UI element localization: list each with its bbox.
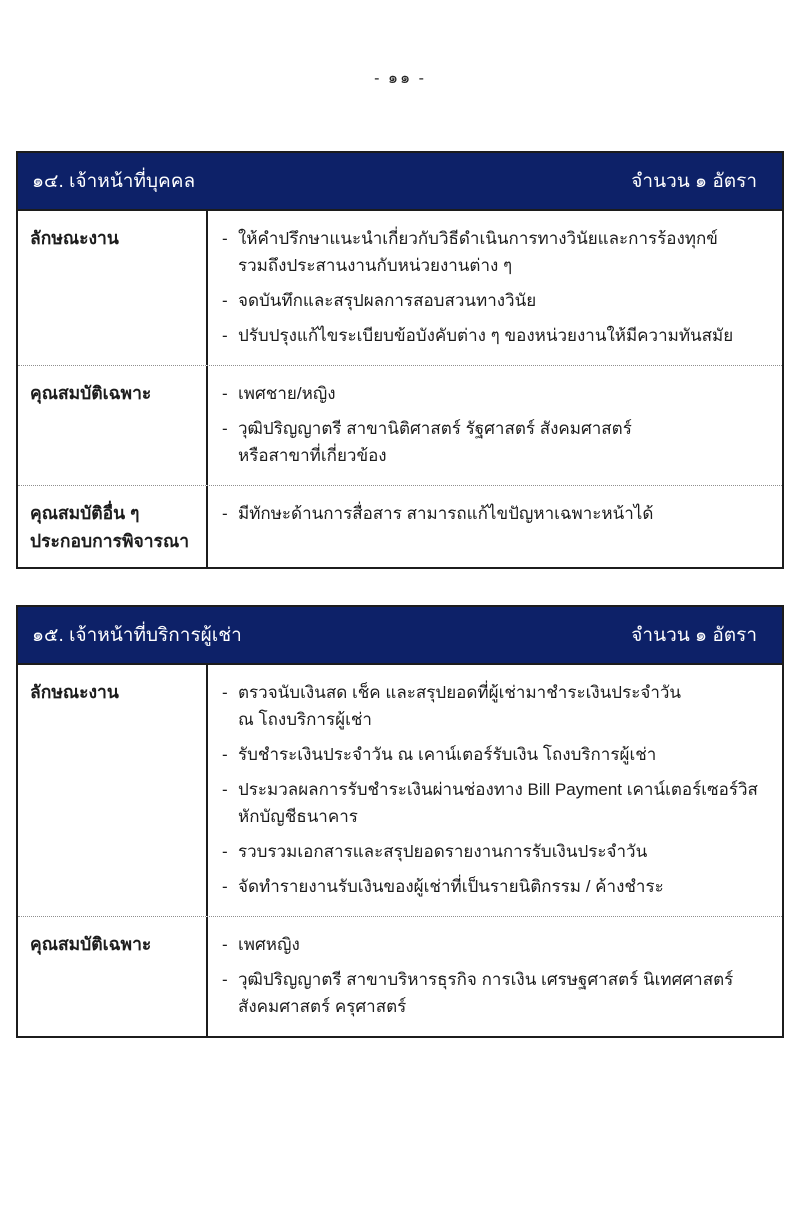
bullet-item (222, 287, 766, 314)
bullet-text: รวบรวมเอกสารและสรุปยอดรายงานการรับเงินประจำวัน (238, 842, 648, 861)
table-title: ๑๔. เจ้าหน้าที่บุคคล (32, 171, 196, 192)
bullet-item (222, 776, 766, 830)
bullet-dash: - (222, 842, 228, 861)
bullet-dash: - (222, 745, 228, 764)
bullet-item (222, 679, 766, 733)
table-title: ๑๕. เจ้าหน้าที่บริการผู้เช่า (32, 625, 242, 646)
bullet-item (222, 322, 766, 349)
page-number: - ๑๑ - (374, 70, 426, 87)
bullet-dash: - (222, 780, 228, 799)
bullet-text: เพศหญิง (238, 935, 300, 954)
table-row-qualifications (18, 365, 782, 485)
bullet-dash: - (222, 384, 228, 403)
table-body (18, 665, 782, 1036)
bullet-text: จัดทำรายงานรับเงินของผู้เช่าที่เป็นรายนิติกรรม / ค้างชำระ (238, 877, 664, 896)
bullet-item (222, 873, 766, 900)
bullet-text: วุฒิปริญญาตรี สาขาบริหารธุรกิจ การเงิน เศรษฐศาสตร์ นิเทศศาสตร์ สังคมศาสตร์ ครุศาสตร์ (238, 970, 734, 1016)
row-content (208, 486, 782, 567)
bullet-dash: - (222, 877, 228, 896)
bullet-text: ให้คำปรึกษาแนะนำเกี่ยวกับวิธีดำเนินการทางวินัยและการร้องทุกข์ รวมถึงประสานงานกับหน่วยงานต่าง ๆ (238, 229, 718, 275)
bullet-item (222, 500, 766, 527)
table-body (18, 211, 782, 567)
bullet-text: ตรวจนับเงินสด เช็ค และสรุปยอดที่ผู้เช่ามาชำระเงินประจำวัน ณ โถงบริการผู้เช่า (238, 683, 682, 729)
row-content (208, 366, 782, 485)
bullet-text: จดบันทึกและสรุปผลการสอบสวนทางวินัย (238, 291, 537, 310)
row-label: คุณสมบัติเฉพาะ (18, 366, 208, 485)
bullet-dash: - (222, 291, 228, 310)
table-count: จำนวน ๑ อัตรา (631, 625, 757, 646)
bullet-text: ประมวลผลการรับชำระเงินผ่านช่องทาง Bill Payment เคาน์เตอร์เซอร์วิส หักบัญชีธนาคาร (238, 780, 758, 826)
table-header (18, 607, 782, 665)
table-count: จำนวน ๑ อัตรา (631, 171, 757, 192)
bullet-item (222, 415, 766, 469)
bullet-text: มีทักษะด้านการสื่อสาร สามารถแก้ไขปัญหาเฉพาะหน้าได้ (238, 504, 654, 523)
bullet-item (222, 225, 766, 279)
bullet-dash: - (222, 683, 228, 702)
bullet-dash: - (222, 935, 228, 954)
bullet-dash: - (222, 970, 228, 989)
row-label: คุณสมบัติเฉพาะ (18, 917, 208, 1036)
row-content (208, 917, 782, 1036)
bullet-text: เพศชาย/หญิง (238, 384, 336, 403)
table-header (18, 153, 782, 211)
row-label: ลักษณะงาน (18, 211, 208, 365)
bullet-text: วุฒิปริญญาตรี สาขานิติศาสตร์ รัฐศาสตร์ สังคมศาสตร์ หรือสาขาที่เกี่ยวข้อง (238, 419, 632, 465)
table-row-job-description (18, 665, 782, 916)
table-row-other-qualifications (18, 485, 782, 567)
job-table-position-14 (16, 151, 784, 569)
row-label: คุณสมบัติอื่น ๆ ประกอบการพิจารณา (18, 486, 208, 567)
bullet-item (222, 966, 766, 1020)
bullet-dash: - (222, 229, 228, 248)
bullet-text: รับชำระเงินประจำวัน ณ เคาน์เตอร์รับเงิน โถงบริการผู้เช่า (238, 745, 657, 764)
bullet-item (222, 838, 766, 865)
bullet-item (222, 931, 766, 958)
table-row-qualifications (18, 916, 782, 1036)
bullet-item (222, 380, 766, 407)
bullet-text: ปรับปรุงแก้ไขระเบียบข้อบังคับต่าง ๆ ของหน่วยงานให้มีความทันสมัย (238, 326, 734, 345)
table-row-job-description (18, 211, 782, 365)
job-table-position-15 (16, 605, 784, 1038)
row-content (208, 665, 782, 916)
row-content (208, 211, 782, 365)
bullet-dash: - (222, 326, 228, 345)
row-label: ลักษณะงาน (18, 665, 208, 916)
bullet-item (222, 741, 766, 768)
bullet-dash: - (222, 419, 228, 438)
bullet-dash: - (222, 504, 228, 523)
